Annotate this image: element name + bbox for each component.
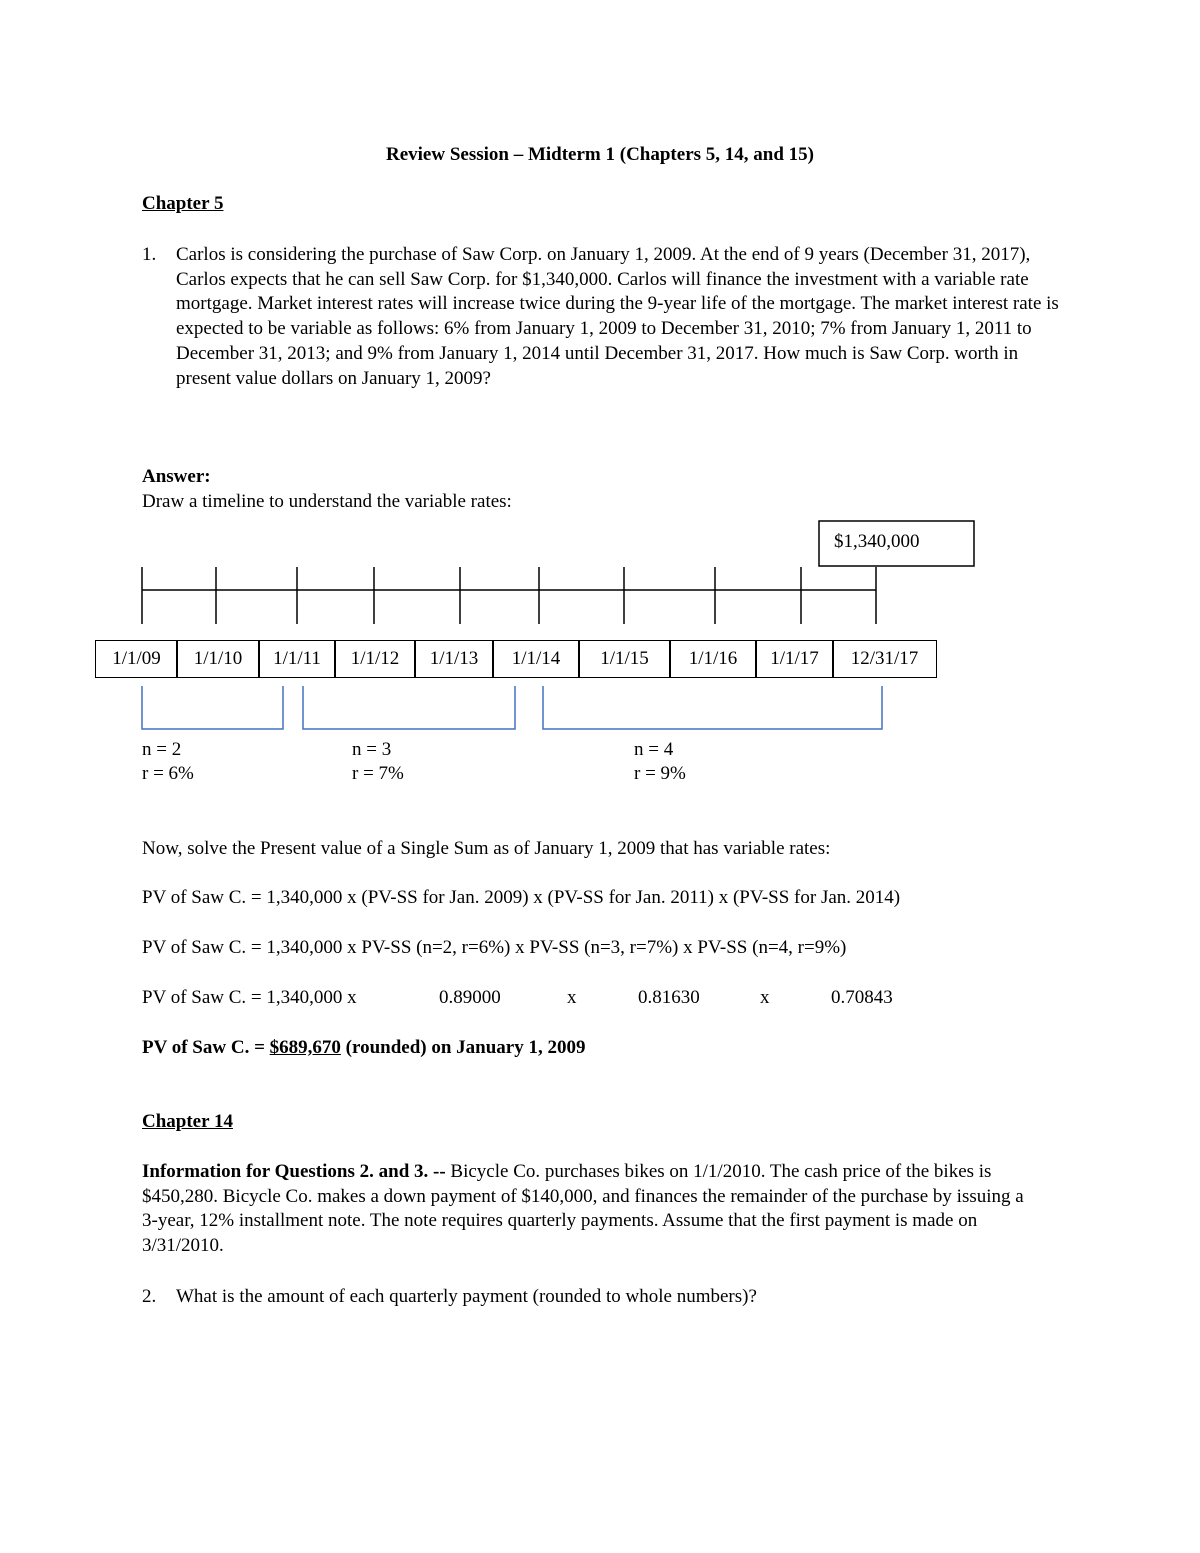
period-bracket-3 <box>543 686 882 729</box>
pv-result-prefix: PV of Saw C. = <box>142 1037 270 1058</box>
date-cell: 12/31/17 <box>832 640 937 678</box>
date-cell: 1/1/15 <box>578 640 671 678</box>
answer-label: Answer: <box>142 466 211 487</box>
period-2-r: r = 7% <box>352 763 404 784</box>
period-1-r: r = 6% <box>142 763 194 784</box>
info-paragraph <box>142 1160 1042 1259</box>
date-cell: 1/1/17 <box>755 640 834 678</box>
pv-result-value: $689,670 <box>269 1037 341 1058</box>
pv-result <box>142 1036 586 1061</box>
equation-3-value-2: 0.81630 <box>638 987 700 1008</box>
date-cell: 1/1/12 <box>334 640 416 678</box>
solve-intro: Now, solve the Present value of a Single Sum as of January 1, 2009 that has variable rates: <box>142 838 831 859</box>
date-cell: 1/1/09 <box>95 640 178 678</box>
equation-3-times-1: x <box>567 987 577 1008</box>
date-cell: 1/1/13 <box>414 640 494 678</box>
period-bracket-1 <box>142 686 283 729</box>
chapter-5-heading: Chapter 5 <box>142 193 224 214</box>
period-2-n: n = 3 <box>352 739 392 760</box>
period-3-r: r = 9% <box>634 763 686 784</box>
equation-3-prefix: PV of Saw C. = 1,340,000 x <box>142 987 357 1008</box>
date-cell: 1/1/10 <box>176 640 260 678</box>
equation-2: PV of Saw C. = 1,340,000 x PV-SS (n=2, r=6%) x PV-SS (n=3, r=7%) x PV-SS (n=4, r=9%) <box>142 937 847 958</box>
info-text: Bicycle Co. purchases bikes on 1/1/2010. The cash price of the bikes is $450,280. Bicycle Co. makes a down payment of $140,000, and finances the remainder of the purchase by issuing a 3-year, 12% installment note. The note requires quarterly payments. Assume that the first payment is made on 3/31/2010. <box>142 1161 1024 1257</box>
equation-3-times-2: x <box>760 987 770 1008</box>
date-cell: 1/1/14 <box>492 640 580 678</box>
info-label: Information for Questions 2. and 3. -- <box>142 1161 446 1182</box>
question-1-text: Carlos is considering the purchase of Saw Corp. on January 1, 2009. At the end of 9 years (December 31, 2017), Carlos expects that he can sell Saw Corp. for $1,340,000. Carlos will finance the investment with a variable rate mortgage. Market interest rates will increase twice during the 9-year life of the mortgage. The market interest rate is expected to be variable as follows: 6% from January 1, 2009 to December 31, 2010; 7% from January 1, 2011 to December 31, 2013; and 9% from January 1, 2014 until December 31, 2017. How much is Saw Corp. worth in present value dollars on January 1, 2009? <box>176 244 1059 389</box>
chapter-14-heading: Chapter 14 <box>142 1111 233 1132</box>
page-title: Review Session – Midterm 1 (Chapters 5, 14, and 15) <box>385 144 814 165</box>
question-2-text: What is the amount of each quarterly payment (rounded to whole numbers)? <box>176 1286 757 1307</box>
pv-result-suffix: (rounded) on January 1, 2009 <box>340 1037 586 1058</box>
future-value-label: $1,340,000 <box>834 531 920 552</box>
equation-3-value-3: 0.70843 <box>831 987 893 1008</box>
equation-1: PV of Saw C. = 1,340,000 x (PV-SS for Jan. 2009) x (PV-SS for Jan. 2011) x (PV-SS for Jan. 2014) <box>142 887 901 908</box>
equation-3-value-1: 0.89000 <box>439 987 501 1008</box>
date-cell: 1/1/11 <box>258 640 336 678</box>
date-cell: 1/1/16 <box>669 640 757 678</box>
period-3-n: n = 4 <box>634 739 674 760</box>
question-1-number: 1. <box>142 244 157 265</box>
timeline-intro: Draw a timeline to understand the variable rates: <box>142 491 512 512</box>
period-1-n: n = 2 <box>142 739 182 760</box>
question-2-number: 2. <box>142 1286 157 1307</box>
timeline-ticks <box>142 567 876 624</box>
period-bracket-2 <box>303 686 515 729</box>
